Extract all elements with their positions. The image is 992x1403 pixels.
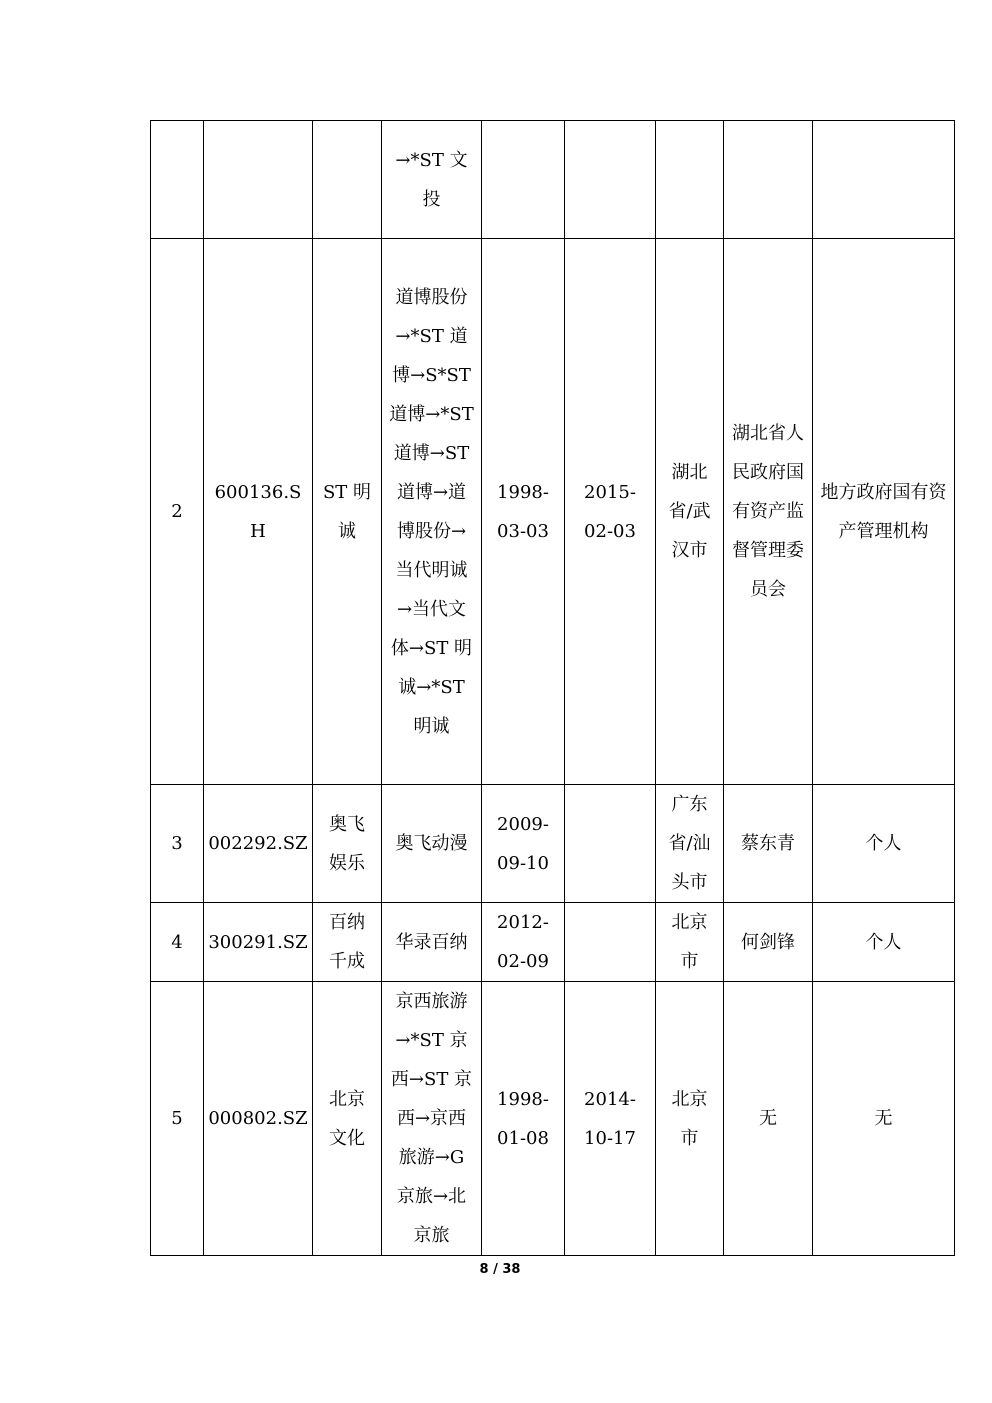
cell-controller-type: 无 xyxy=(813,982,955,1256)
cell-index xyxy=(151,121,204,239)
cell-location: 北京市 xyxy=(656,982,724,1256)
cell-location: 广东省/汕头市 xyxy=(656,785,724,903)
cell-code: 600136.SH xyxy=(204,239,313,785)
cell-code: 000802.SZ xyxy=(204,982,313,1256)
cell-controller-type xyxy=(813,121,955,239)
cell-code xyxy=(204,121,313,239)
cell-st-date xyxy=(565,121,656,239)
cell-listing-date: 1998-01-08 xyxy=(482,982,565,1256)
cell-index: 4 xyxy=(151,903,204,982)
cell-index: 2 xyxy=(151,239,204,785)
cell-name: 奥飞娱乐 xyxy=(313,785,382,903)
cell-st-date xyxy=(565,903,656,982)
table-row xyxy=(151,121,955,239)
cell-name: 百纳千成 xyxy=(313,903,382,982)
cell-code: 002292.SZ xyxy=(204,785,313,903)
cell-name: 北京文化 xyxy=(313,982,382,1256)
cell-listing-date: 2012-02-09 xyxy=(482,903,565,982)
table-row xyxy=(151,903,955,982)
cell-controller xyxy=(724,121,813,239)
cell-name-history: 华录百纳 xyxy=(382,903,482,982)
table-row xyxy=(151,785,955,903)
cell-name xyxy=(313,121,382,239)
cell-st-date: 2014-10-17 xyxy=(565,982,656,1256)
cell-name-history: 奥飞动漫 xyxy=(382,785,482,903)
table-row xyxy=(151,239,955,785)
cell-location: 湖北省/武汉市 xyxy=(656,239,724,785)
cell-index: 3 xyxy=(151,785,204,903)
cell-controller-type: 个人 xyxy=(813,903,955,982)
cell-location xyxy=(656,121,724,239)
cell-listing-date: 2009-09-10 xyxy=(482,785,565,903)
cell-controller-type: 地方政府国有资产管理机构 xyxy=(813,239,955,785)
cell-st-date xyxy=(565,785,656,903)
cell-st-date: 2015-02-03 xyxy=(565,239,656,785)
company-table xyxy=(150,120,955,1256)
table-row xyxy=(151,982,955,1256)
cell-index: 5 xyxy=(151,982,204,1256)
cell-name: ST 明诚 xyxy=(313,239,382,785)
cell-controller: 何剑锋 xyxy=(724,903,813,982)
cell-listing-date xyxy=(482,121,565,239)
cell-name-history: →*ST 文投 xyxy=(382,121,482,239)
cell-controller: 蔡东青 xyxy=(724,785,813,903)
cell-controller: 无 xyxy=(724,982,813,1256)
cell-controller: 湖北省人民政府国有资产监督管理委员会 xyxy=(724,239,813,785)
cell-controller-type: 个人 xyxy=(813,785,955,903)
page-number: 8 / 38 xyxy=(479,1262,521,1277)
cell-name-history: 京西旅游→*ST 京西→ST 京西→京西旅游→G 京旅→北京旅 xyxy=(382,982,482,1256)
cell-listing-date: 1998-03-03 xyxy=(482,239,565,785)
cell-location: 北京市 xyxy=(656,903,724,982)
cell-name-history: 道博股份→*ST 道博→S*ST 道博→*ST 道博→ST 道博→道博股份→当代明诚→当代文体→ST 明诚→*ST 明诚 xyxy=(382,239,482,785)
cell-code: 300291.SZ xyxy=(204,903,313,982)
